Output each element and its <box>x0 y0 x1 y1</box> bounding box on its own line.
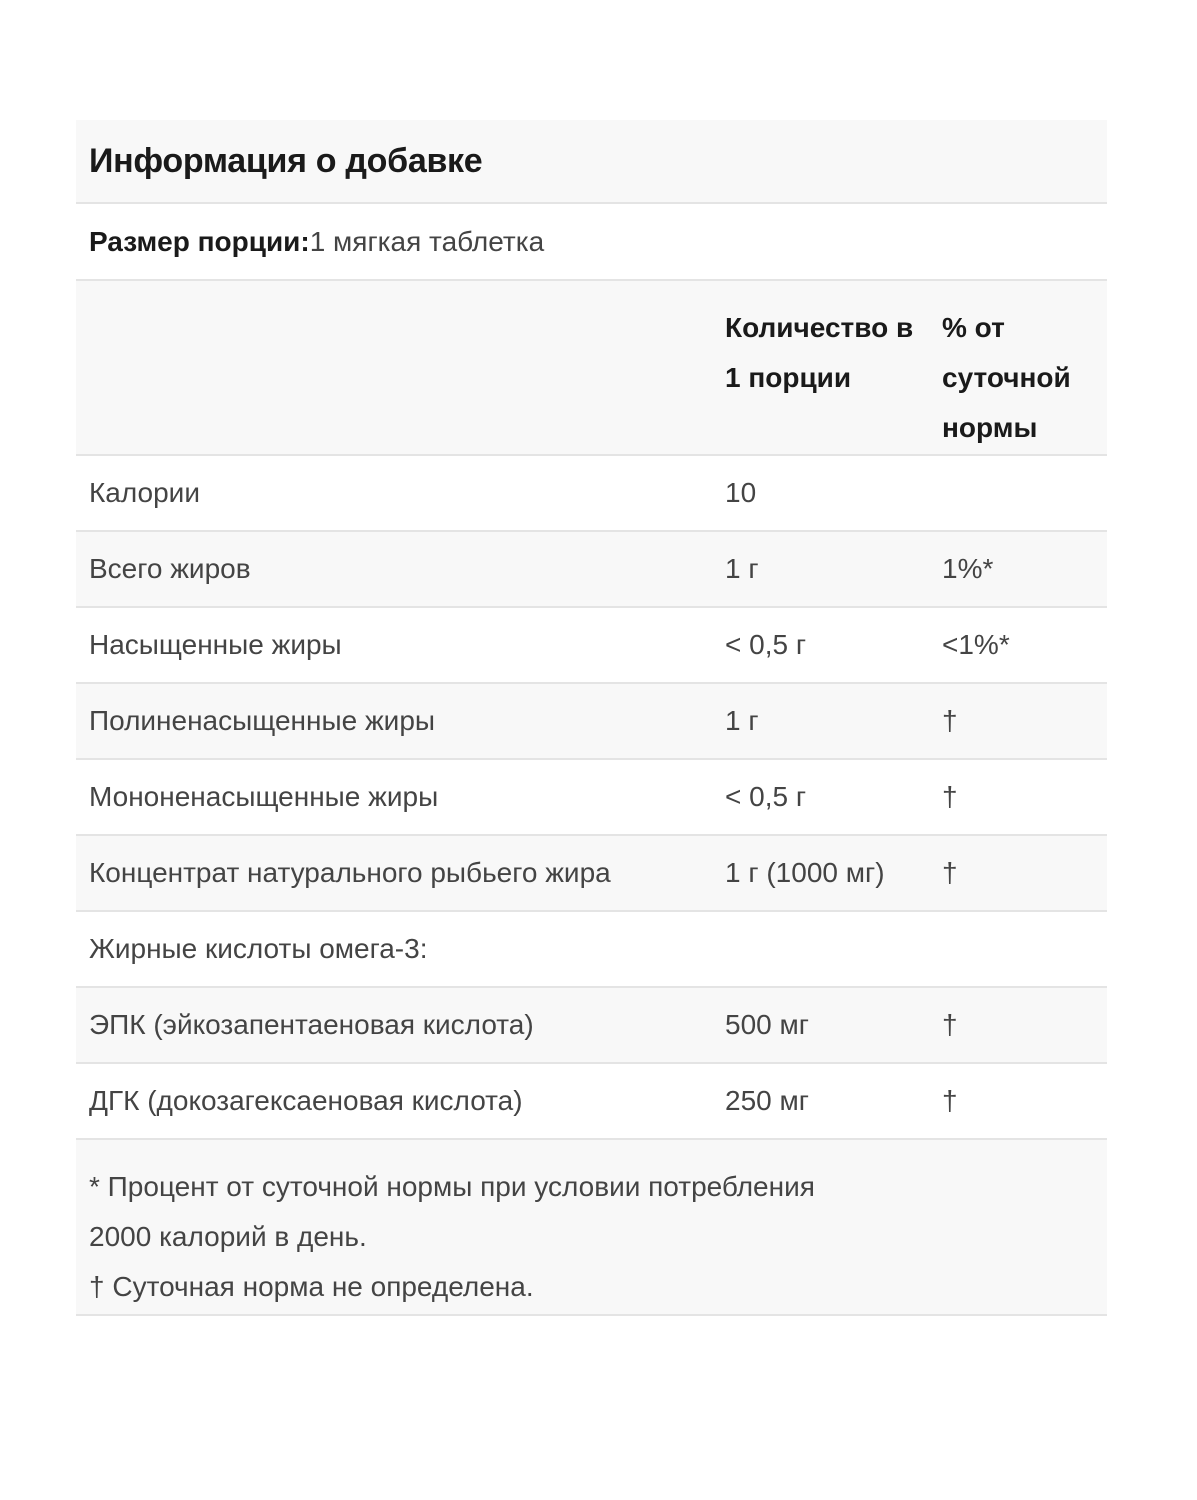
table-row <box>76 1064 1107 1140</box>
page-title: Информация о добавке <box>89 141 483 180</box>
table-row <box>76 684 1107 760</box>
nutrient-daily-value: † <box>942 781 958 812</box>
daily-value-footnote-line2: 2000 калорий в день. <box>89 1221 367 1252</box>
nutrient-group-heading: Жирные кислоты омега-3: <box>89 933 428 964</box>
table-row <box>76 912 1107 988</box>
nutrient-amount: 1 г (1000 мг) <box>725 857 885 888</box>
nutrient-name: ЭПК (эйкозапентаеновая кислота) <box>89 1009 534 1040</box>
nutrient-name: ДГК (докозагексаеновая кислота) <box>89 1085 523 1116</box>
nutrient-daily-value: 1%* <box>942 553 994 584</box>
nutrient-daily-value: † <box>942 857 958 888</box>
table-row <box>76 836 1107 912</box>
nutrient-amount: 1 г <box>725 705 759 736</box>
nutrient-amount: 10 <box>725 477 757 508</box>
nutrient-name: Насыщенные жиры <box>89 629 342 660</box>
table-row <box>76 608 1107 684</box>
title-row <box>76 120 1107 204</box>
table-row <box>76 988 1107 1064</box>
table-row <box>76 532 1107 608</box>
nutrient-daily-value: † <box>942 1009 958 1040</box>
supplement-facts-panel <box>76 120 1107 1316</box>
table-header-row <box>76 281 1107 456</box>
nutrient-name: Всего жиров <box>89 553 251 584</box>
serving-size-value: 1 мягкая таблетка <box>309 225 545 257</box>
table-row <box>76 760 1107 836</box>
nutrient-amount: < 0,5 г <box>725 629 807 660</box>
table-row <box>76 456 1107 532</box>
not-established-footnote: † Суточная норма не определена. <box>89 1271 534 1302</box>
nutrient-name: Калории <box>89 477 200 508</box>
nutrient-name: Полиненасыщенные жиры <box>89 705 436 736</box>
nutrient-name: Мононенасыщенные жиры <box>89 781 439 812</box>
nutrient-amount: 500 мг <box>725 1009 809 1040</box>
nutrient-daily-value: † <box>942 1085 958 1116</box>
nutrient-daily-value: † <box>942 705 958 736</box>
daily-value-footnote-line1: * Процент от суточной нормы при условии потребления <box>89 1171 815 1202</box>
serving-size-label: Размер порции: <box>89 225 310 257</box>
nutrient-name: Концентрат натурального рыбьего жира <box>89 857 611 888</box>
nutrient-amount: 250 мг <box>725 1085 809 1116</box>
nutrient-amount: < 0,5 г <box>725 781 807 812</box>
serving-size-row <box>76 204 1107 281</box>
column-header-daily-value: % от суточной нормы <box>942 312 1071 443</box>
nutrient-amount: 1 г <box>725 553 759 584</box>
nutrient-daily-value: <1%* <box>942 629 1010 660</box>
footnotes <box>76 1140 1107 1316</box>
column-header-amount: Количество в 1 порции <box>725 312 914 393</box>
